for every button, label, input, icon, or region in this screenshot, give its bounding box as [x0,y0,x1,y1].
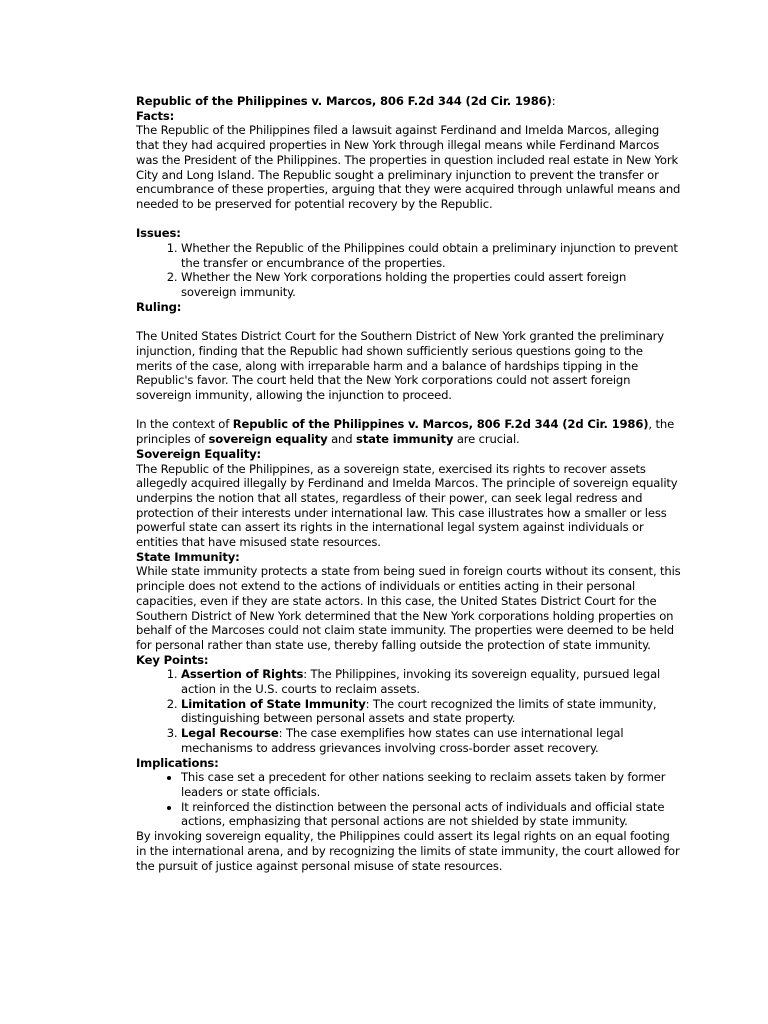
state-immunity-heading: State Immunity: [136,549,240,564]
context-case-name: Republic of the Philippines v. Marcos, 806 F.2d 344 (2d Cir. 1986) [232,417,649,432]
case-title-name: Republic of the Philippines v. Marcos, 806 F.2d 344 (2d Cir. 1986) [136,94,552,108]
facts-text: The Republic of the Philippines filed a lawsuit against Ferdinand and Imelda Marcos, alleging that they had acquired properties in New York through illegal means while Ferdinand Marcos was the President of the Philippines. The properties in question included real estate in New York City and Long Island. The Republic sought a preliminary injunction to prevent the transfer or encumbrance of these properties, arguing that they were acquired through unlawful means and needed to be preserved for potential recovery by the Republic. [136,123,681,211]
context-paragraph [136,417,681,446]
spacer [136,403,681,418]
context-term-sovereign-equality: sovereign equality [208,432,328,447]
spacer [136,212,681,227]
case-title [136,94,681,109]
case-title-suffix: : [551,94,556,108]
key-points-heading: Key Points: [136,652,209,667]
facts-heading: Facts: [136,108,175,123]
key-points-list [136,667,681,755]
implications-list [136,770,681,829]
context-text: are crucial. [453,432,520,447]
key-point-text: : The court recognized the limits of state immunity, distinguishing between personal assets and state property. [181,696,657,726]
issue-item: 1. Whether the Republic of the Philippines could obtain a preliminary injunction to prevent the transfer or encumbrance of the properties. [181,241,681,270]
key-point-label: Assertion of Rights [181,667,304,682]
context-term-state-immunity: state immunity [355,432,454,447]
ruling-text: The United States District Court for the Southern District of New York granted the preliminary injunction, finding that the Republic had shown sufficiently serious questions going to the merits of the case, along with irreparable harm and a balance of hardships tipping in the Republic's favor. The court held that the New York corporations could not assert foreign sovereign immunity, allowing the injunction to proceed. [136,329,664,403]
spacer [136,315,681,330]
key-point-label: Limitation of State Immunity [181,696,366,711]
issues-list [136,241,681,300]
implication-item: • This case set a precedent for other nations seeking to reclaim assets taken by former leaders or state officials. [181,770,681,799]
key-point-item [181,697,681,726]
implications-heading: Implications: [136,755,219,770]
context-text: In the context of [136,417,233,432]
issues-heading: Issues: [136,226,181,241]
conclusion-text: By invoking sovereign equality, the Philippines could assert its legal rights on an equal footing in the international arena, and by recognizing the limits of state immunity, the court allowed for the pursuit of justice against personal misuse of state resources. [136,829,680,873]
context-text: and [327,432,356,447]
implication-item: • It reinforced the distinction between the personal acts of individuals and official state actions, emphasizing that personal actions are not shielded by state immunity. [181,800,681,829]
issue-item: 2. Whether the New York corporations holding the properties could assert foreign sovereign immunity. [181,270,681,299]
ruling-heading: Ruling: [136,299,182,314]
key-point-item [181,667,681,696]
key-point-label: Legal Recourse [181,726,279,741]
key-point-text: : The Philippines, invoking its sovereign equality, pursued legal action in the U.S. courts to reclaim assets. [181,667,661,697]
sovereign-equality-heading: Sovereign Equality: [136,446,262,461]
key-point-text: : The case exemplifies how states can use international legal mechanisms to address grievances involving cross-border asset recovery. [181,726,624,755]
state-immunity-text: While state immunity protects a state from being sued in foreign courts without its consent, this principle does not extend to the actions of individuals or entities acting in their personal capacities, even if they are state actors. In this case, the United States District Court for the Southern District of New York determined that the New York corporations holding properties on behalf of the Marcoses could not claim state immunity. The properties were deemed to be held for personal rather than state use, thereby falling outside the protection of state immunity. [136,564,681,652]
key-point-item [181,726,681,755]
context-text: , the principles of [136,417,675,447]
document-page [136,94,681,873]
sovereign-equality-text: The Republic of the Philippines, as a sovereign state, exercised its rights to recover assets allegedly acquired illegally by Ferdinand and Imelda Marcos. The principle of sovereign equality underpins the notion that all states, regardless of their power, can seek legal redress and protection of their interests under international law. This case illustrates how a smaller or less powerful state can assert its rights in the international legal system against individuals or entities that have misused state resources. [136,461,678,550]
